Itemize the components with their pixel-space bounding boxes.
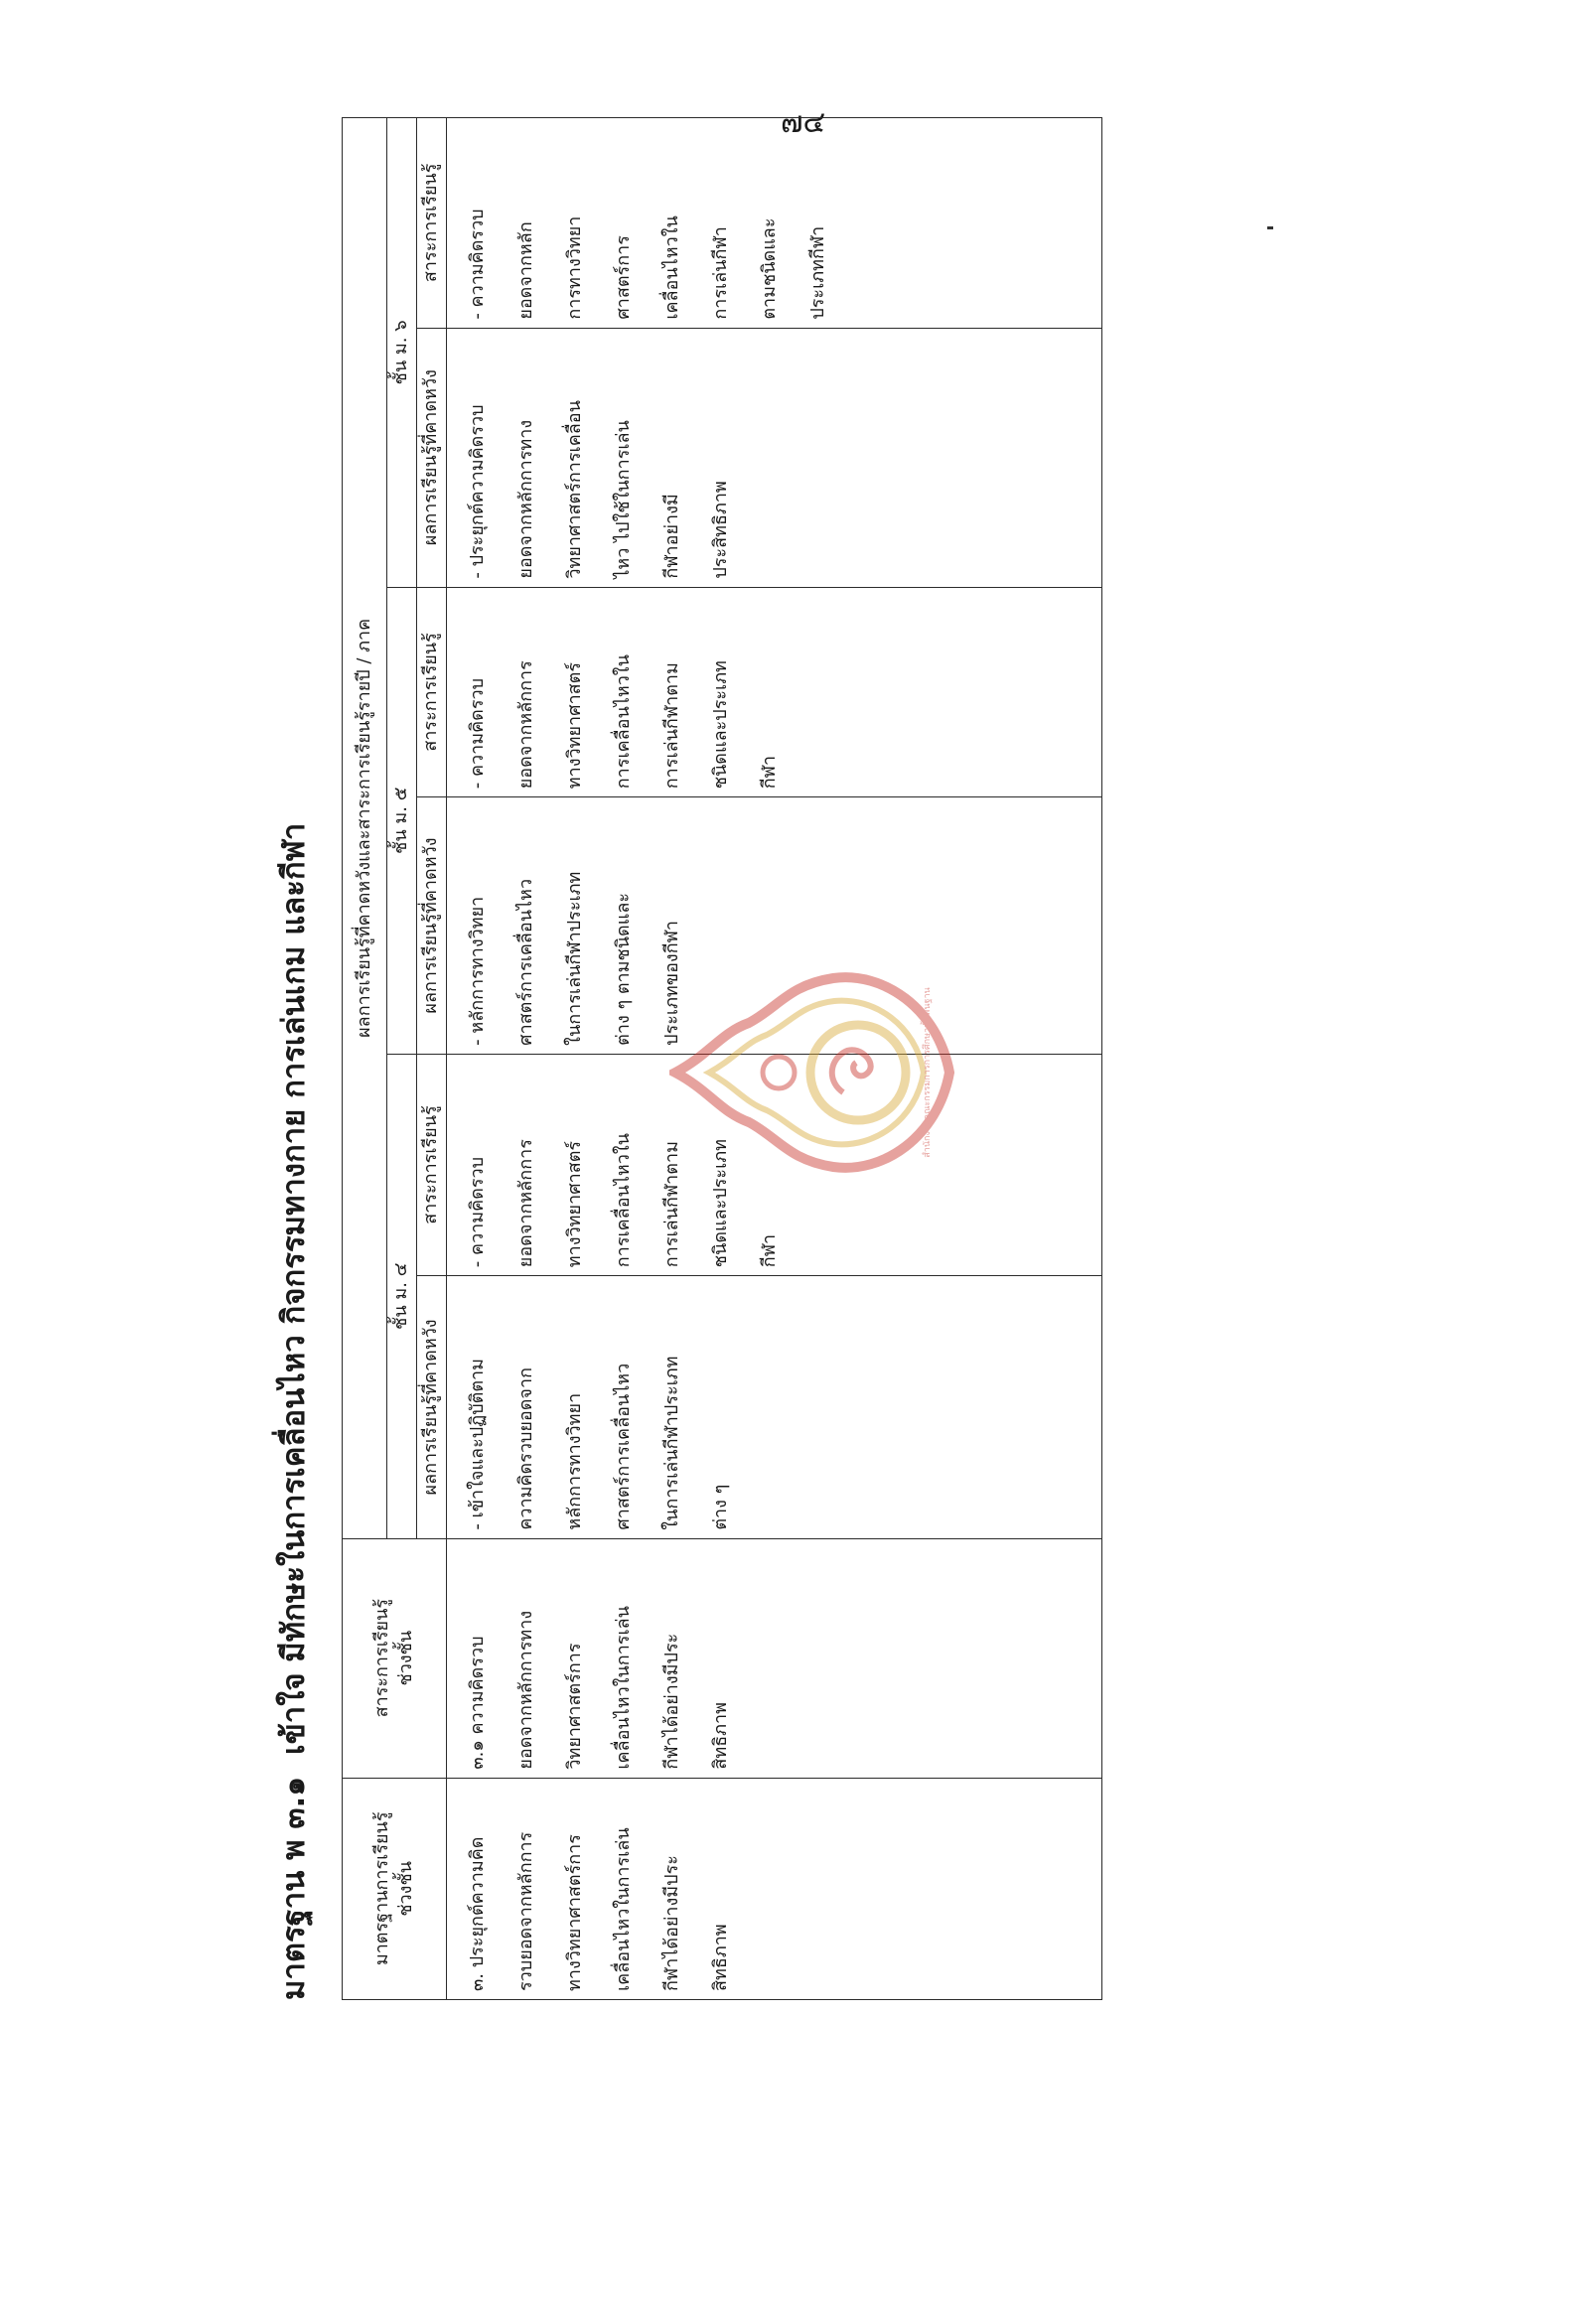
cell-m4-outcome: - เข้าใจและปฏิบัติตาม ความคิดรวบยอดจาก หลักการทางวิทยา ศาสตร์การเคลื่อนไหว ในการเล่นกีฬาประเภท ต่าง ๆ xyxy=(447,1276,1102,1538)
cell-m6-content: - ความคิดรวบ ยอดจากหลัก การทางวิทยา ศาสตร์การ เคลื่อนไหวใน การเล่นกีฬา ตามชนิดและ ประเภทกีฬา xyxy=(447,118,1102,329)
header-m6-content: สาระการเรียนรู้ xyxy=(417,118,447,329)
table-row xyxy=(447,118,1102,2000)
cell-m5-content: - ความคิดรวบ ยอดจากหลักการ ทางวิทยาศาสตร์ การเคลื่อนไหวใน การเล่นกีฬาตาม ชนิดและประเภท กีฬา xyxy=(447,587,1102,797)
header-group: ผลการเรียนรู้ที่คาดหวังและสาระการเรียนรู้รายปี / ภาค xyxy=(343,118,387,1539)
curriculum-table xyxy=(342,117,1102,2000)
header-m4-content: สาระการเรียนรู้ xyxy=(417,1054,447,1275)
header-m5-content: สาระการเรียนรู้ xyxy=(417,587,447,797)
standard-code: มาตรฐาน พ ๓.๑ xyxy=(276,1777,312,2000)
cell-m5-outcome: - หลักการทางวิทยา ศาสตร์การเคลื่อนไหว ในการเล่นกีฬาประเภท ต่าง ๆ ตามชนิดและ ประเภทของกีฬา xyxy=(447,797,1102,1055)
cell-m4-content: - ความคิดรวบ ยอดจากหลักการ ทางวิทยาศาสตร์ การเคลื่อนไหวใน การเล่นกีฬาตาม ชนิดและประเภท กีฬา xyxy=(447,1054,1102,1275)
header-content: สาระการเรียนรู้ ช่วงชั้น xyxy=(343,1538,447,1778)
standard-description: เข้าใจ มีทักษะในการเคลื่อนไหว กิจกรรมทางกาย การเล่นเกม และกีฬา xyxy=(276,822,312,1755)
header-m5-outcome: ผลการเรียนรู้ที่คาดหวัง xyxy=(417,797,447,1055)
header-grade-m5: ชั้น ม. ๕ xyxy=(387,587,417,1054)
header-m4-outcome: ผลการเรียนรู้ที่คาดหวัง xyxy=(417,1276,447,1538)
header-m6-outcome: ผลการเรียนรู้ที่คาดหวัง xyxy=(417,328,447,587)
cell-content: ๓.๑ ความคิดรวบ ยอดจากหลักการทาง วิทยาศาสตร์การ เคลื่อนไหวในการเล่น กีฬาได้อย่างมีประ สิทธิภาพ xyxy=(447,1538,1102,1778)
header-grade-m4: ชั้น ม. ๔ xyxy=(387,1054,417,1538)
cell-standard: ๓. ประยุกต์ความคิด รวบยอดจากหลักการ ทางวิทยาศาสตร์การ เคลื่อนไหวในการเล่น กีฬาได้อย่างมีประ สิทธิภาพ xyxy=(447,1778,1102,1999)
standard-title xyxy=(268,823,318,2000)
header-standard: มาตรฐานการเรียนรู้ ช่วงชั้น xyxy=(343,1778,447,1999)
header-grade-m6: ชั้น ม. ๖ xyxy=(387,118,417,588)
seal-banner-text: สำนักงานคณะกรรมการการศึกษาขั้นพื้นฐาน xyxy=(923,987,933,1158)
page-number: ๗๔ xyxy=(781,105,826,140)
rotated-page-content xyxy=(232,159,1365,2036)
cell-m6-outcome: - ประยุกต์ความคิดรวบ ยอดจากหลักการทาง วิทยาศาสตร์การเคลื่อน ไหว ไปใช้ในการเล่น กีฬาอย่างมี ประสิทธิภาพ xyxy=(447,328,1102,587)
